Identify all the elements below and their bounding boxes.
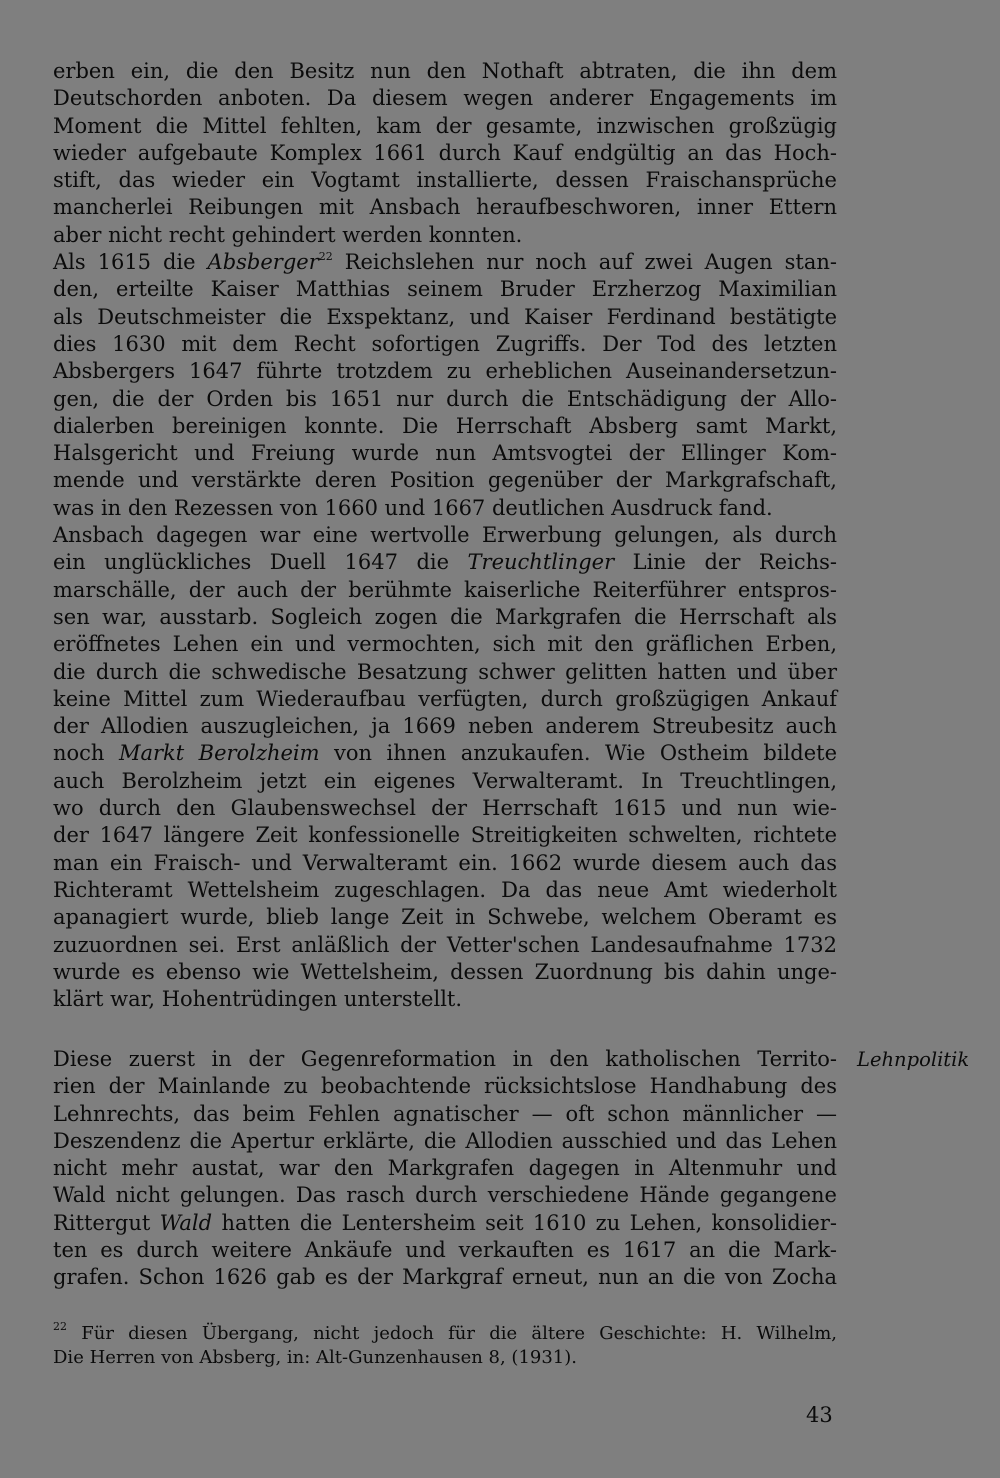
text-line: Wald nicht gelungen. Das rasch durch verschiedene Hände gegangene: [53, 1183, 837, 1208]
text-line: gen, die der Orden bis 1651 nur durch die Entschädigung der Allo-: [53, 386, 837, 411]
text-line: marschälle, der auch der berühmte kaiserliche Reiterführer entspros-: [53, 577, 837, 602]
text-line: was in den Rezessen von 1660 und 1667 deutlichen Ausdruck fand.: [53, 495, 773, 520]
text-line: Als 1615 die Absberger$^{22}$ Reichslehen nur noch auf zwei Augen stan-: [53, 250, 837, 275]
text-line: apanagiert wurde, blieb lange Zeit in Schwebe, welchem Oberamt es: [53, 905, 837, 930]
text-line: ten es durch weitere Ankäufe und verkauften es 1617 an die Mark-: [53, 1238, 837, 1263]
footnote-line: Die Herren von Absberg, in: Alt-Gunzenhausen 8, (1931).: [53, 1347, 578, 1368]
text-line: mancherlei Reibungen mit Ansbach heraufbeschworen, inner Ettern: [53, 195, 837, 220]
text-line: aber nicht recht gehindert werden konnten.: [53, 222, 523, 247]
italic-term: Treuchtlinger: [467, 550, 615, 575]
text-line: Halsgericht und Freiung wurde nun Amtsvogtei der Ellinger Kom-: [53, 441, 837, 466]
text-line: mende und verstärkte deren Position gegenüber der Markgrafschaft,: [53, 468, 837, 493]
text-line: klärt war, Hohentrüdingen unterstellt.: [53, 987, 463, 1012]
text-line: man ein Fraisch- und Verwalteramt ein. 1662 wurde diesem auch das: [53, 850, 837, 875]
text-line: Lehnrechts, das beim Fehlen agnatischer — oft schon männlicher —: [53, 1101, 837, 1126]
italic-term: Wald: [159, 1210, 213, 1235]
footnote: [53, 1322, 837, 1370]
text-line: Deutschorden anboten. Da diesem wegen anderer Engagements im: [53, 86, 837, 111]
text-line: Rittergut Wald hatten die Lentersheim seit 1610 zu Lehen, konsolidier-: [53, 1210, 837, 1235]
text-line: dies 1630 mit dem Recht sofortigen Zugriffs. Der Tod des letzten: [53, 331, 837, 356]
text-line: zuzuordnen sei. Erst anläßlich der Vetter'schen Landesaufnahme 1732: [53, 932, 837, 957]
italic-term: Absberger: [207, 250, 319, 275]
text-line: stift, das wieder ein Vogtamt installierte, dessen Fraischansprüche: [53, 168, 837, 193]
section-text-block: [53, 1046, 837, 1292]
footnote-line: $^{22}$ Für diesen Übergang, nicht jedoch für die ältere Geschichte: H. Wilhelm,: [53, 1320, 837, 1344]
marginal-note: Lehnpolitik: [857, 1048, 970, 1071]
main-text-block: [53, 58, 837, 1013]
text-line: Deszendenz die Apertur erklärte, die Allodien ausschied und das Lehen: [53, 1128, 837, 1153]
footnote-number: 22: [53, 1320, 67, 1333]
page-number: 43: [806, 1403, 833, 1427]
text-line: ein unglückliches Duell 1647 die Treuchtlinger Linie der Reichs-: [53, 550, 837, 575]
text-line: auch Berolzheim jetzt ein eigenes Verwalteramt. In Treuchtlingen,: [53, 768, 837, 793]
text-line: Ansbach dagegen war eine wertvolle Erwerbung gelungen, als durch: [53, 523, 837, 548]
text-line: der 1647 längere Zeit konfessionelle Streitigkeiten schwelten, richtete: [53, 823, 837, 848]
text-line: eröffnetes Lehen ein und vermochten, sich mit den gräflichen Erben,: [53, 632, 837, 657]
italic-term: Markt Berolzheim: [118, 741, 320, 766]
text-line: nicht mehr austat, war den Markgrafen dagegen in Altenmuhr und: [53, 1156, 837, 1181]
footnote-ref[interactable]: 22: [318, 250, 333, 264]
text-line: wo durch den Glaubenswechsel der Herrschaft 1615 und nun wie-: [53, 796, 837, 821]
text-line: wurde es ebenso wie Wettelsheim, dessen Zuordnung bis dahin unge-: [53, 959, 837, 984]
text-line: Diese zuerst in der Gegenreformation in den katholischen Territo-: [53, 1047, 837, 1071]
text-line: keine Mittel zum Wiederaufbau verfügten, durch großzügigen Ankauf: [53, 686, 837, 711]
text-line: dialerben bereinigen konnte. Die Herrschaft Absberg samt Markt,: [53, 413, 837, 438]
text-line: der Allodien auszugleichen, ja 1669 neben anderem Streubesitz auch: [53, 714, 837, 739]
text-line: noch Markt Berolzheim von ihnen anzukaufen. Wie Ostheim bildete: [53, 741, 837, 766]
text-line: Moment die Mittel fehlten, kam der gesamte, inzwischen großzügig: [53, 113, 837, 138]
text-line: als Deutschmeister die Exspektanz, und Kaiser Ferdinand bestätigte: [53, 304, 837, 329]
text-line: Richteramt Wettelsheim zugeschlagen. Da das neue Amt wiederholt: [53, 877, 837, 902]
text-line: sen war, ausstarb. Sogleich zogen die Markgrafen die Herrschaft als: [53, 604, 837, 629]
text-line: wieder aufgebaute Komplex 1661 durch Kauf endgültig an das Hoch-: [53, 140, 837, 165]
text-line: Absbergers 1647 führte trotzdem zu erheblichen Auseinandersetzun-: [53, 359, 837, 384]
text-line: rien der Mainlande zu beobachtende rücksichtslose Handhabung des: [53, 1074, 837, 1099]
text-line: die durch die schwedische Besatzung schwer gelitten hatten und über: [53, 659, 837, 684]
text-line: grafen. Schon 1626 gab es der Markgraf erneut, nun an die von Zocha: [53, 1265, 837, 1290]
text-line: den, erteilte Kaiser Matthias seinem Bruder Erzherzog Maximilian: [53, 277, 837, 302]
text-line: erben ein, die den Besitz nun den Nothaft abtraten, die ihn dem: [53, 59, 837, 83]
